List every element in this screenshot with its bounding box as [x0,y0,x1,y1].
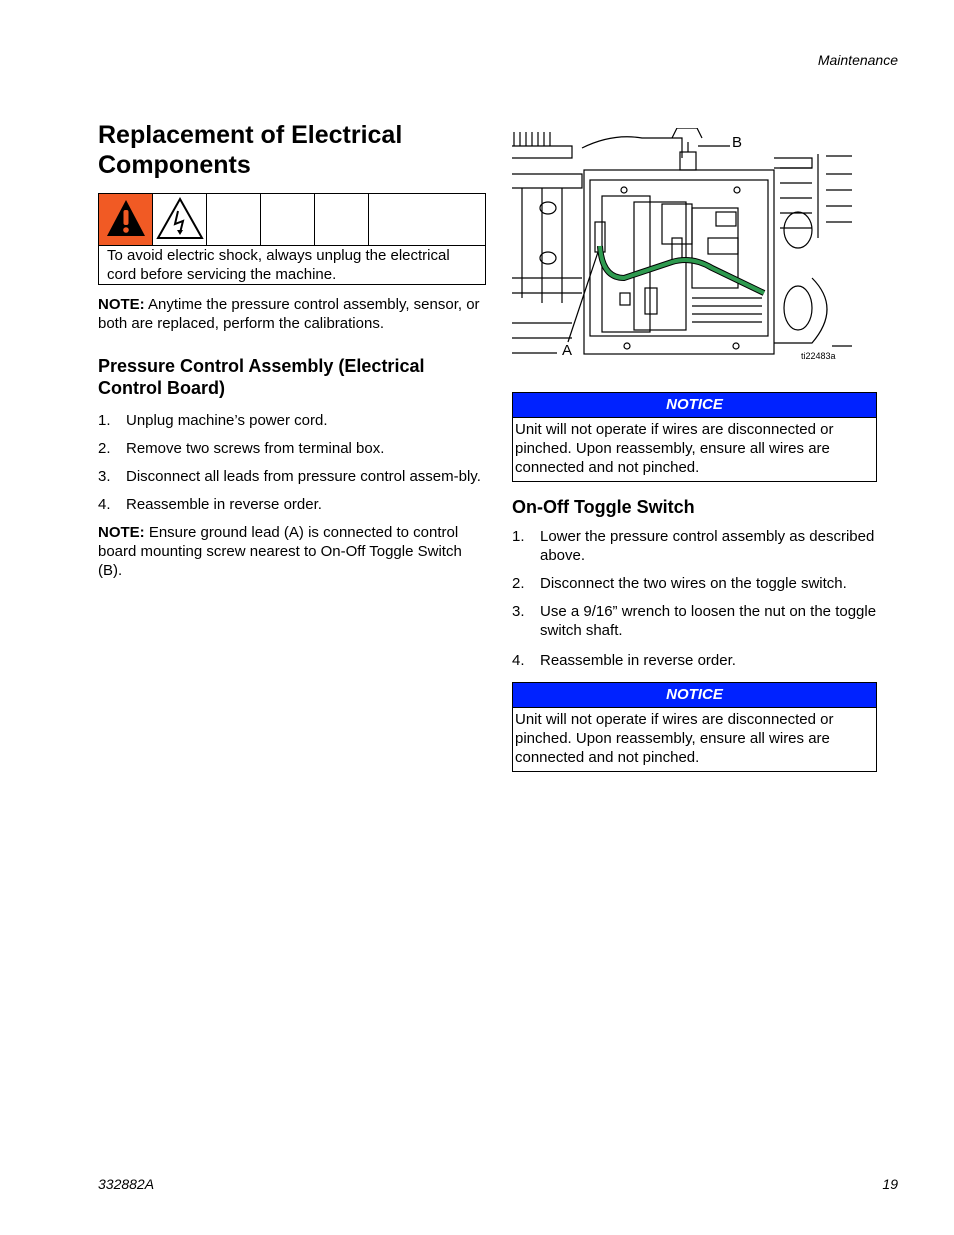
note-calibration [98,295,486,333]
step-text: Unplug machine’s power cord. [126,412,328,429]
step-number: 4. [98,496,111,513]
empty-icon-cell [315,194,369,245]
step-text: Remove two screws from terminal box. [126,440,385,457]
running-header: Maintenance [817,52,898,68]
section-heading-toggle-switch: On-Off Toggle Switch [512,497,695,517]
list-item [98,495,486,514]
notice-box [512,682,877,772]
note-label: NOTE: [98,524,145,541]
notice-box [512,392,877,482]
empty-icon-cell [207,194,261,245]
empty-icon-cell [261,194,315,245]
control-box-illustration [512,128,854,364]
left-column [98,120,486,580]
step-number: 2. [98,440,111,457]
figure-label-b: B [732,134,743,151]
footer-page-number: 19 [882,1176,898,1192]
step-number: 2. [512,575,525,592]
figure-label-a: A [562,342,573,359]
right-column [512,128,892,772]
warning-box [98,193,486,285]
notice-title: NOTICE [513,393,876,418]
note-label: NOTE: [98,296,145,313]
step-text: Reassemble in reverse order. [126,496,322,513]
notice-text: Unit will not operate if wires are disconnected or pinched. Upon reassembly, ensure all wires are connected and not pinched. [515,711,834,766]
note-text: Anytime the pressure control assembly, sensor, or both are replaced, perform the calibrations. [98,296,480,332]
warning-icons-row [99,194,485,246]
control-box-figure [512,128,854,364]
step-number: 3. [98,468,111,485]
section-heading-pressure-control: Pressure Control Assembly (Electrical Control Board) [98,356,425,398]
step-text: Lower the pressure control assembly as described above. [540,528,875,564]
list-item [98,411,486,430]
list-item [512,602,892,640]
step-number: 4. [512,652,525,669]
list-item [98,467,486,486]
step-text: Disconnect all leads from pressure control assem-bly. [126,468,481,485]
note-ground-lead [98,523,486,580]
toggle-steps-list [512,527,892,670]
page-title: Replacement of Electrical Components [98,121,403,179]
step-text: Reassemble in reverse order. [540,652,736,669]
list-item [512,527,892,565]
notice-text: Unit will not operate if wires are disconnected or pinched. Upon reassembly, ensure all wires are connected and not pinched. [515,421,834,476]
notice-title: NOTICE [513,683,876,708]
step-text: Use a 9/16” wrench to loosen the nut on the toggle switch shaft. [540,603,877,639]
step-text: Disconnect the two wires on the toggle switch. [540,575,847,592]
footer-doc-number: 332882A [98,1176,155,1192]
list-item [512,651,892,670]
figure-id: ti22483a [801,351,836,361]
step-number: 1. [98,412,111,429]
warning-exclamation-icon [99,194,153,245]
step-number: 3. [512,603,525,620]
list-item [512,574,892,593]
step-number: 1. [512,528,525,545]
warning-text: To avoid electric shock, always unplug the electrical cord before servicing the machine. [107,247,450,283]
list-item [98,439,486,458]
empty-icon-cell [369,194,485,245]
electric-shock-icon [153,194,207,245]
pressure-steps-list [98,411,486,514]
note-text: Ensure ground lead (A) is connected to control board mounting screw nearest to On-Off Toggle Switch (B). [98,524,462,579]
